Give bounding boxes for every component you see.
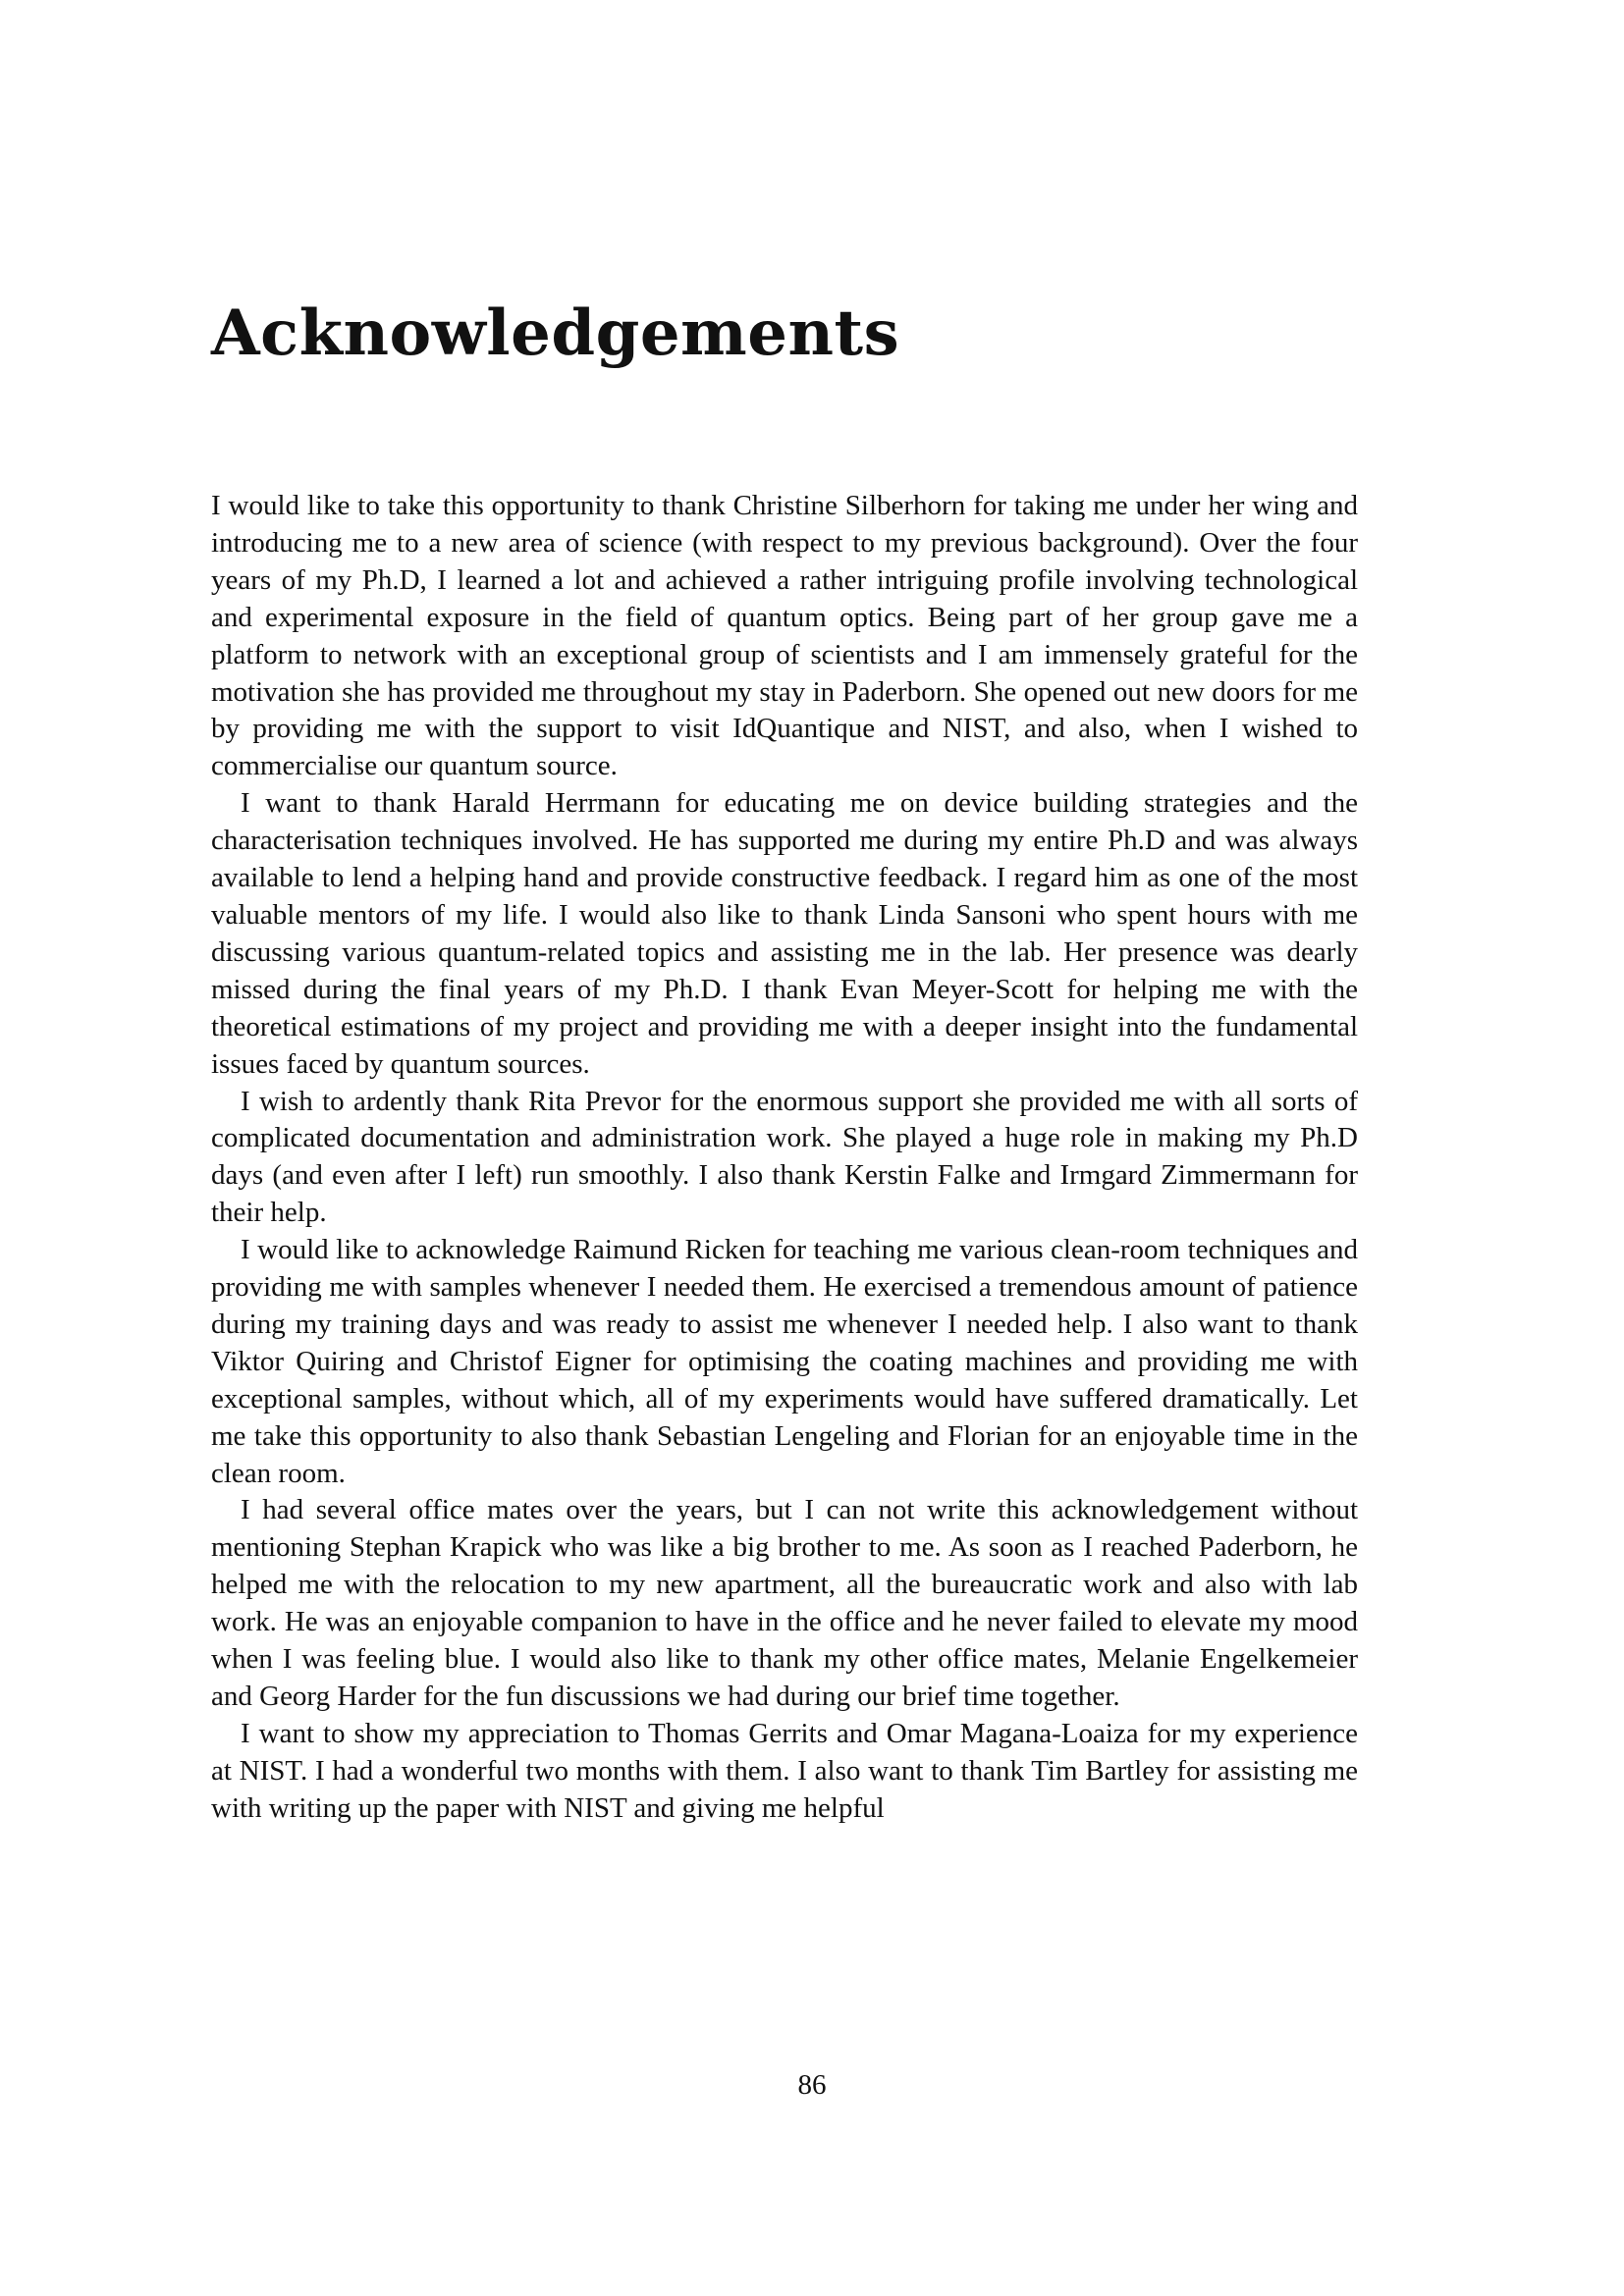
paragraph-2: I want to thank Harald Herrmann for educating me on device building strategies and the characterisation techniques involved. He has supported me during my entire Ph.D and was always available to lend a helping hand and provide constructive feedback. I regard him as one of the most valuable mentors of my life. I would also like to thank Linda Sansoni who spent hours with me discussing various quantum-related topics and assisting me in the lab. Her presence was dearly missed during the final years of my Ph.D. I thank Evan Meyer-Scott for helping me with the theoretical estimations of my project and providing me with a deeper insight into the fundamental issues faced by quantum sources. (211, 787, 1358, 1080)
chapter-title: Acknowledgements (211, 296, 900, 370)
page-number: 86 (797, 2069, 827, 2101)
paragraph-4: I would like to acknowledge Raimund Ricken for teaching me various clean-room techniques and providing me with samples whenever I needed them. He exercised a tremendous amount of patience during my training days and was ready to assist me whenever I needed help. I also want to thank Viktor Quiring and Christof Eigner for optimising the coating machines and providing me with exceptional samples, without which, all of my experiments would have suffered dramatically. Let me take this opportunity to also thank Sebastian Lengeling and Florian for an enjoyable time in the clean room. (211, 1234, 1358, 1489)
paragraph-1: I would like to take this opportunity to thank Christine Silberhorn for taking me under her wing and introducing me to a new area of science (with respect to my previous background). Over the four years of my Ph.D, I learned a lot and achieved a rather intriguing profile involving technological and experimental exposure in the field of quantum optics. Being part of her group gave me a platform to network with an exceptional group of scientists and I am immensely grateful for the motivation she has provided me throughout my stay in Paderborn. She opened out new doors for me by providing me with the support to visit IdQuantique and NIST, and also, when I wished to commercialise our quantum source. (211, 490, 1358, 782)
body-text (211, 488, 1358, 1828)
paragraph-5: I had several office mates over the years, but I can not write this acknowledgement without mentioning Stephan Krapick who was like a big brother to me. As soon as I reached Paderborn, he helped me with the relocation to my new apartment, all the bureaucratic work and also with lab work. He was an enjoyable companion to have in the office and he never failed to elevate my mood when I was feeling blue. I would also like to thank my other office mates, Melanie Engelkemeier and Georg Harder for the fun discussions we had during our brief time together. (211, 1494, 1358, 1712)
paragraph-6: I want to show my appreciation to Thomas Gerrits and Omar Magana-Loaiza for my experience at NIST. I had a wonderful two months with them. I also want to thank Tim Bartley for assisting me with writing up the paper with NIST and giving me helpful (211, 1717, 1358, 1824)
paragraph-3: I wish to ardently thank Rita Prevor for the enormous support she provided me with all sorts of complicated documentation and administration work. She played a huge role in making my Ph.D days (and even after I left) run smoothly. I also thank Kerstin Falke and Irmgard Zimmermann for their help. (211, 1085, 1358, 1229)
